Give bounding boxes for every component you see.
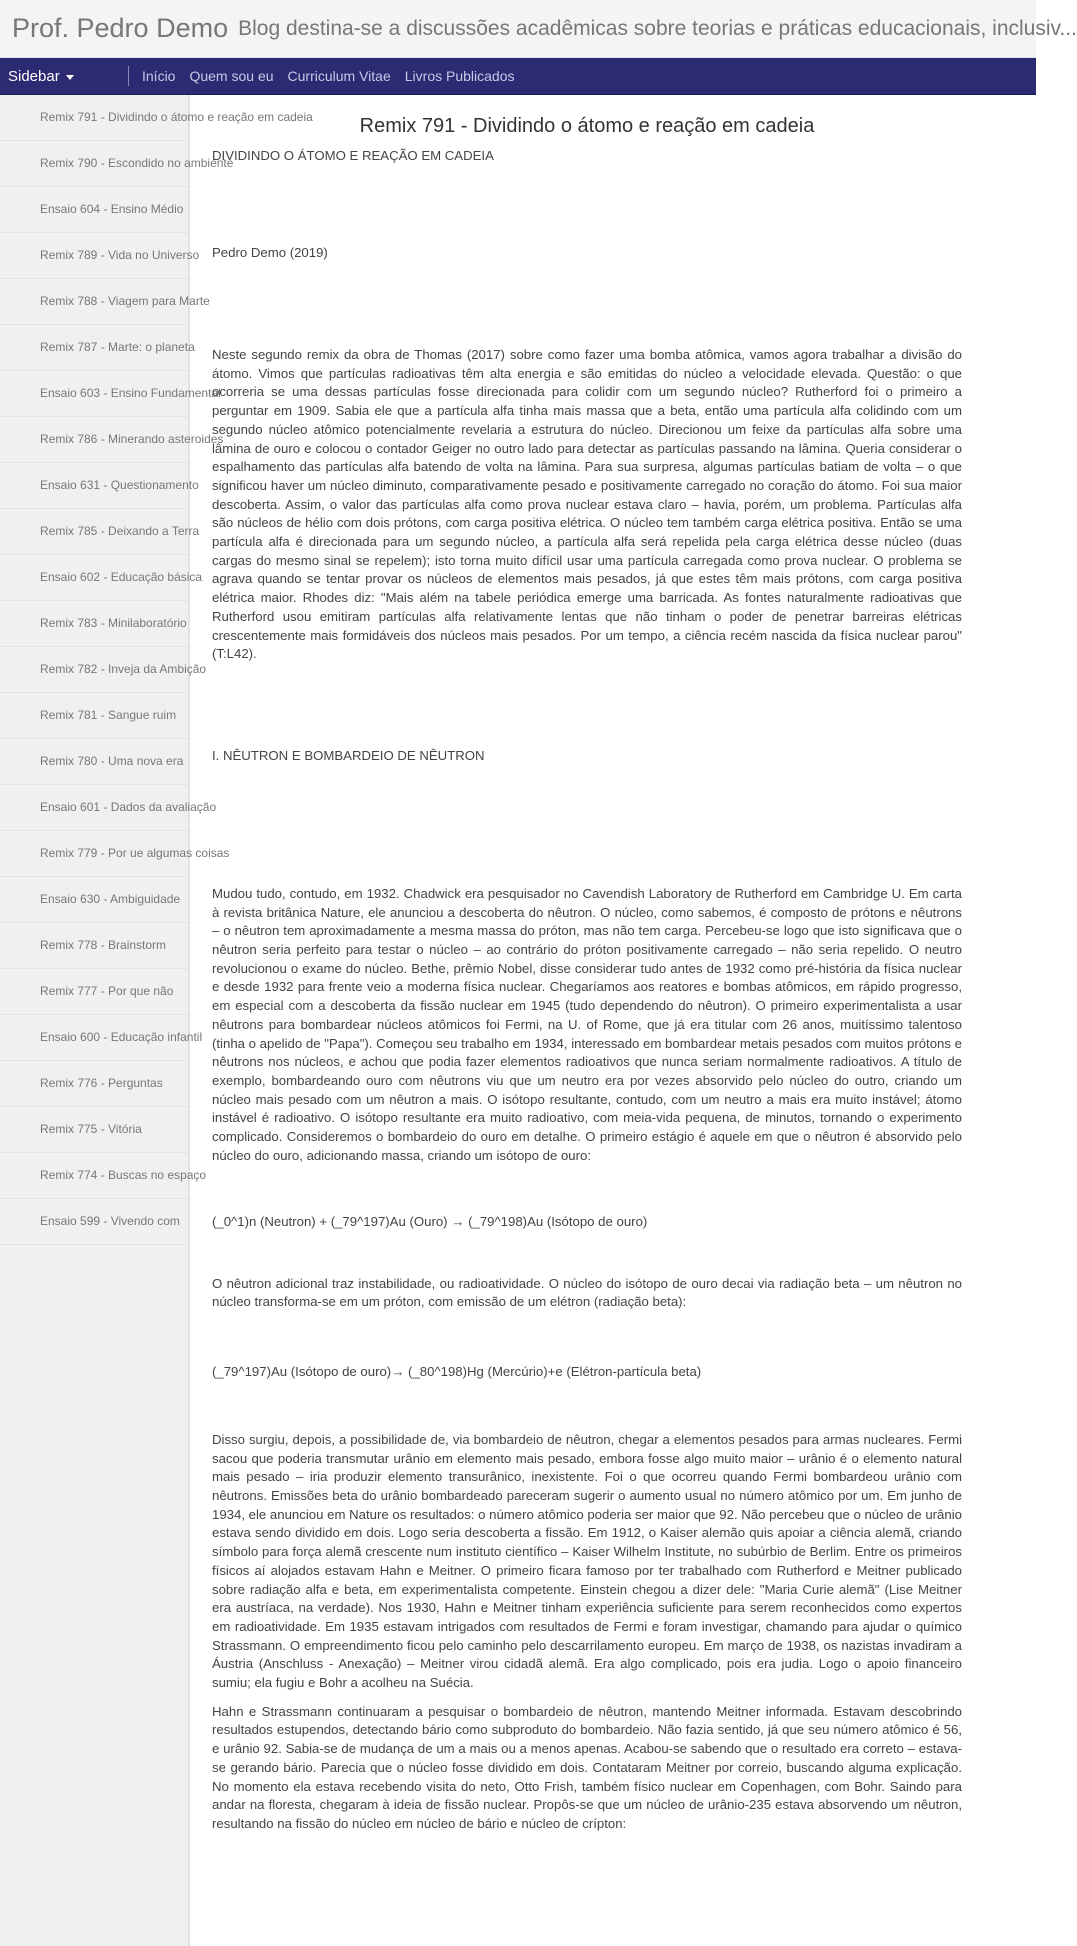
sidebar-post-link[interactable]: Remix 790 - Escondido no ambiente	[0, 141, 188, 187]
paragraph-neutron: Mudou tudo, contudo, em 1932. Chadwick era pesquisador no Cavendish Laboratory de Rutherford em Cambridge U. Em carta à revista britânica Nature, ele anunciou a descoberta do nêutron. O núcleo, como sabemos, é composto de prótons e nêutrons – o nêutron tem aproximadamente a mesma massa do próton, mas não tem carga. Percebeu-se logo que isto significava que o nêutron seria perfeito para testar o núcleo – ao contrário do próton positivamente carregado – não seria repelido. O neutro revolucionou o exame do núcleo. Bethe, prêmio Nobel, disse considerar tudo antes de 1932 como pré-história da física nuclear e desde 1932 para frente veio a moderna física nuclear. Chegaríamos aos reatores e bombas atômicos, em rápido progresso, em especial com a descoberta da fissão nuclear em 1945 (tudo dependendo do nêutron). O primeiro experimentalista a usar nêutrons para bombardear núcleos atômicos foi Fermi, na U. of Rome, que já era titular com 26 anos, muitíssimo talentoso (tinha o apelido de "Papa"). Começou seu trabalho em 1934, interessado em bombardear metais pesados com muitos prótons e nêutrons nos núcleos, e achou que podia fazer elementos radioativos que nunca seriam normalmente radioativos. A título de exemplo, bombardeando ouro com nêutrons viu que um neutro era por vezes absorvido pelo núcleo do outro, criando um núcleo mais pesado com um nêutron a mais. O isótopo resultante, contudo, com um neutro a mais era muito instável; átomo instável é radioativo. O isótopo resultante era muito radioativo, com meia-vida pequena, de minutos, tornando o experimento complicado. Consideremos o bombardeio do ouro em detalhe. O primeiro estágio é aquele em que o nêutron é absorvido pelo núcleo do ouro, adicionando massa, criando um isótopo de ouro:	[212, 885, 962, 1163]
sidebar-post-link[interactable]: Remix 791 - Dividindo o átomo e reação em cadeia	[0, 95, 188, 141]
nav-divider	[128, 66, 129, 86]
caret-down-icon	[66, 75, 74, 80]
post-title: Remix 791 - Dividindo o átomo e reação em cadeia	[359, 115, 815, 137]
sidebar-post-link[interactable]: Remix 789 - Vida no Universo	[0, 233, 188, 279]
sidebar-toggle-button[interactable]	[0, 68, 112, 85]
site-title[interactable]: Prof. Pedro Demo	[12, 13, 229, 43]
sidebar-post-link[interactable]: Remix 775 - Vitória	[0, 1107, 188, 1153]
sidebar-post-link[interactable]: Remix 781 - Sangue ruim	[0, 693, 188, 739]
sidebar-post-link[interactable]: Remix 774 - Buscas no espaço	[0, 1153, 188, 1199]
sidebar-post-link[interactable]: Remix 788 - Viagem para Marte	[0, 279, 188, 325]
sidebar-post-link[interactable]: Ensaio 599 - Vivendo com	[0, 1199, 188, 1245]
equation-gold-isotope: (_0^1)n (Neutron) + (_79^197)Au (Ouro) → (_79^198)Au (Isótopo de ouro)	[212, 1213, 648, 1229]
sidebar-post-link[interactable]: Remix 776 - Perguntas	[0, 1061, 188, 1107]
sidebar-post-link[interactable]: Remix 782 - Inveja da Ambição	[0, 647, 188, 693]
post-content	[190, 95, 1036, 1946]
sidebar-post-link[interactable]: Remix 778 - Brainstorm	[0, 923, 188, 969]
section-heading: I. NÊUTRON E BOMBARDEIO DE NÊUTRON	[212, 747, 485, 763]
top-navbar	[0, 58, 1036, 95]
paragraph-beta-decay: O nêutron adicional traz instabilidade, ou radioatividade. O núcleo do isótopo de ouro decai via radiação beta – um nêutron no núcleo transforma-se em um próton, com emissão de um elétron (radiação beta):	[212, 1275, 962, 1310]
nav-link-quem-sou-eu[interactable]: Quem sou eu	[189, 68, 274, 84]
sidebar-post-link[interactable]: Ensaio 600 - Educação infantil	[0, 1015, 188, 1061]
sidebar-post-link[interactable]: Remix 777 - Por que não	[0, 969, 188, 1015]
sidebar-post-link[interactable]: Ensaio 602 - Educação básica	[0, 555, 188, 601]
sidebar-post-link[interactable]: Ensaio 603 - Ensino Fundamental	[0, 371, 188, 417]
sidebar-post-link[interactable]: Remix 787 - Marte: o planeta	[0, 325, 188, 371]
sidebar-toggle-label: Sidebar	[8, 67, 60, 85]
post-subtitle: DIVIDINDO O ÁTOMO E REAÇÃO EM CADEIA	[212, 148, 494, 163]
site-description: Blog destina-se a discussões acadêmicas sobre teorias e práticas educacionais, inclusiv...	[238, 16, 1077, 40]
paragraph-hahn-strassmann: Hahn e Strassmann continuaram a pesquisar o bombardeio de nêutron, mantendo Meitner informada. Estavam descobrindo resultados estupendos, detectando bário como subproduto do bombardeio. Não fazia sentido, já que seu número atômico é 56, e urânio 92. Sabia-se de mudança de um a mais ou a menos apenas. Acabou-se sabendo que o resultado era correto – estava-se gerando bário. Parecia que o núcleo fosse dividido em dois. Contataram Meitner por correio, buscando alguma explicação. No momento ela estava recebendo visita do neto, Otto Frish, também físico nuclear em Copenhagen, com Bohr. Saindo para andar na floresta, chegaram à ideia de fissão nuclear. Propôs-se que um núcleo de urânio-235 estava absorvendo um nêutron, resultando na fissão do núcleo em núcleo de bário e núcleo de crípton:	[212, 1703, 962, 1831]
sidebar-post-link[interactable]: Ensaio 604 - Ensino Médio	[0, 187, 188, 233]
sidebar-post-link[interactable]: Ensaio 630 - Ambiguidade	[0, 877, 188, 923]
post-author: Pedro Demo (2019)	[212, 245, 328, 260]
sidebar-post-link[interactable]: Remix 785 - Deixando a Terra	[0, 509, 188, 555]
equation-mercury: (_79^197)Au (Isótopo de ouro)→ (_80^198)Hg (Mercúrio)+e (Elétron-partícula beta)	[212, 1363, 702, 1379]
nav-link-inicio[interactable]: Início	[142, 68, 176, 84]
site-header	[0, 0, 1077, 58]
sidebar-post-link[interactable]: Remix 786 - Minerando asteroides	[0, 417, 188, 463]
nav-link-livros-publicados[interactable]: Livros Publicados	[404, 68, 515, 84]
paragraph-intro: Neste segundo remix da obra de Thomas (2017) sobre como fazer uma bomba atômica, vamos agora trabalhar a divisão do átomo. Vimos que partículas radioativas têm alta energia e são emitidas do núcleo a velocidade elevada. Questão: o que ocorreria se uma dessas partículas fosse direcionada para colidir com um segundo núcleo? Rutherford foi o primeiro a perguntar em 1909. Sabia ele que a partícula alfa tinha mais massa que a beta, então uma partícula alfa colidindo com um segundo núcleo atômico potencialmente revelaria a estrutura do núcleo. Direcionou um feixe da partículas alfa sobre uma lâmina de ouro e colocou o contador Geiger no outro lado para detectar as partículas passando na lâmina. Queria considerar o espalhamento das partículas alfa batendo de volta na lâmina. Para sua surpresa, algumas partículas batiam de volta – o que significou haver um núcleo diminuto, comparativamente pesado e positivamente carregado no coração do átomo. Foi sua maior descoberta. Assim, o valor das partículas alfa como prova nuclear estava claro – havia, porém, um problema. Partículas alfa são núcleos de hélio com dois prótons, com carga positiva elétrica. O núcleo tem também carga elétrica positiva. Então se uma partícula alfa é direcionada para um segundo núcleo, a partícula alfa será repelida pela carga elétrica desse núcleo (duas cargas do mesmo sinal se repelem); isto torna muito difícil usar uma partícula carregada como prova nuclear. O problema se agrava quando se tentar provar os núcleos de elementos mais pesados, já que estes têm mais prótons, com carga positiva elétrica maior. Rhodes diz: "Mais além na tabele periódica emerge uma barricada. As fontes naturalmente radioativas que Rutherford usou emitiram partículas alfa relativamente lentas que não tinham o poder de penetrar barreiras elétricas crescentemente mais formidáveis dos núcleos mais pesados. Por um tempo, a ciência recém nascida da física nuclear parou" (T:L42).	[212, 347, 962, 662]
nav-link-curriculum-vitae[interactable]: Curriculum Vitae	[287, 68, 391, 84]
sidebar-post-link[interactable]: Remix 783 - Minilaboratório	[0, 601, 188, 647]
sidebar-post-link[interactable]: Remix 780 - Uma nova era	[0, 739, 188, 785]
sidebar-post-link[interactable]: Remix 779 - Por ue algumas coisas	[0, 831, 188, 877]
paragraph-fission-history: Disso surgiu, depois, a possibilidade de, via bombardeio de nêutron, chegar a elementos pesados para armas nucleares. Fermi sacou que poderia transmutar urânio em elemento mais pesado, embora fosse algo muito maior – urânio é o elemento natural mais pesado – iria produzir elemento transurânico, inexistente. Foi o que ocorreu quando Fermi bombardeou urânio com nêutrons. Emissões beta do urânio bombardeado pareceram sugerir o aumento usual no número atômico por um. Em junho de 1934, ele anunciou em Nature os resultados: o número atômico poderia ser maior que 92. Não percebeu que o núcleo de urânio estava sendo dividido em dois. Logo seria descoberta a fissão. Em 1912, o Kaiser alemão quis apoiar a ciência alemã, criando símbolo para força alemã crescente num instituto científico – Kaiser Wilhelm Institute, no subúrbio de Berlim. Entre os primeiros físicos aí alojados estavam Hahn e Meitner. O primeiro ficara famoso por ter trabalhado com Rutherford e Meitner publicado sobre radiação alfa e beta, em experimentalista competente. Einstein chegou a dizer dele: "Maria Curie alemã" (Lise Meitner era austríaca, na verdade). Nos 1930, Hahn e Meitner tinham experiência suficiente para serem reconhecidos como expertos em radioatividade. Em 1935 estavam intrigados com resultados de Fermi e foram investigar, chamando para ajudar o químico Strassmann. O empreendimento ficou pelo caminho pelo descarrilamento europeu. Em março de 1938, os nazistas invadiram a Áustria (Anschluss - Anexação) – Meitner virou cidadã alemã. Era algo complicado, pois era judia. Logo o apoio financeiro sumiu; ela fugiu e Bohr a acolheu na Suécia.	[212, 1431, 962, 1691]
sidebar-post-link[interactable]: Ensaio 601 - Dados da avaliação	[0, 785, 188, 831]
sidebar-post-link[interactable]: Ensaio 631 - Questionamento	[0, 463, 188, 509]
